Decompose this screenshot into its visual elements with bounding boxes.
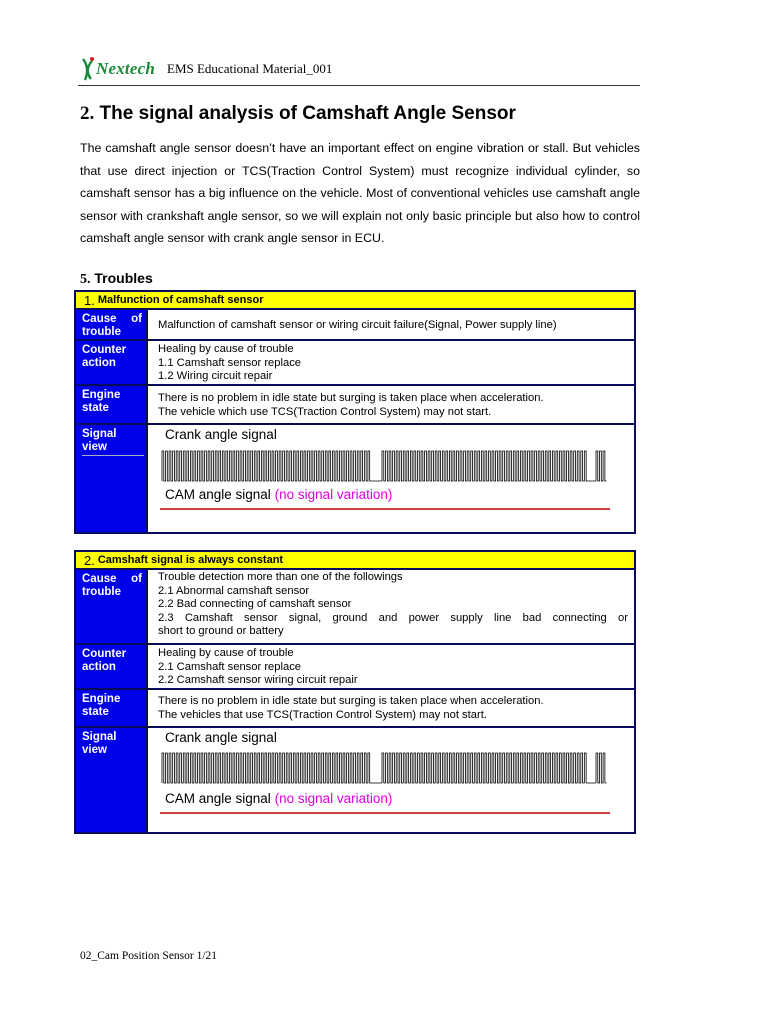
cause-line: 2.1 Abnormal camshaft sensor: [158, 584, 310, 597]
cause-value: [148, 570, 634, 643]
trouble-title: Camshaft signal is always constant: [97, 554, 284, 566]
engine-value: [148, 386, 634, 423]
cause-line: short to ground or battery: [158, 625, 284, 638]
subsection-title: Troubles: [94, 270, 153, 286]
counter-line: Healing by cause of trouble: [158, 647, 294, 659]
section-number: 2.: [80, 103, 95, 124]
engine-line: There is no problem in idle state but surging is taken place when acceleration.: [158, 695, 544, 708]
logo-text: Nextech: [96, 59, 155, 78]
trouble-table-1: [74, 290, 636, 534]
signal-label-text: Signal view: [82, 428, 144, 456]
intro-paragraph: The camshaft angle sensor doesn’t have an important effect on engine vibration or stall. But vehicles that use direct injection or TCS(Traction Control System) must recognize individual cylinder, so camshaft sensor has a big influence on the vehicle. Most of conventional vehicles use camshaft angle sensor with crankshaft angle sensor, so we will explain not only basic principle but also how to control camshaft angle sensor with crank angle sensor in ECU.: [80, 141, 640, 245]
signal-label: Signal view: [76, 728, 148, 832]
counter-value: [148, 645, 634, 688]
crank-pulse-train: [162, 753, 607, 783]
counter-line: 2.1 Camshaft sensor replace: [158, 660, 302, 673]
cause-line: Trouble detection more than one of the followings: [158, 571, 403, 583]
signal-waveform: [148, 425, 634, 530]
crank-pulse-train: [162, 451, 607, 481]
signal-waveform: [148, 728, 634, 830]
subsection-number: 5.: [80, 272, 91, 287]
cause-line: 2.2 Bad connecting of camshaft sensor: [158, 598, 352, 611]
header-title: EMS Educational Material_001: [167, 61, 333, 76]
trouble-table-2: [74, 550, 636, 834]
engine-line: There is no problem in idle state but surging is taken place when acceleration.: [158, 391, 544, 404]
cam-signal-text: CAM angle signal: [165, 487, 271, 502]
engine-label: Engine state: [76, 690, 148, 726]
trouble-number: 2.: [84, 552, 95, 568]
counter-line: 1.2 Wiring circuit repair: [158, 370, 273, 383]
cause-line: 2.3 Camshaft sensor signal, ground and power supply line bad connecting or: [158, 611, 628, 624]
counter-line: Healing by cause of trouble: [158, 343, 294, 355]
section-title: The signal analysis of Camshaft Angle Sensor: [99, 103, 516, 124]
page-footer: 02_Cam Position Sensor 1/21: [80, 950, 218, 962]
header-rule: [78, 85, 640, 86]
engine-line: The vehicles that use TCS(Traction Control System) may not start.: [158, 709, 487, 721]
counter-line: 2.2 Camshaft sensor wiring circuit repair: [158, 674, 358, 687]
cause-value: Malfunction of camshaft sensor or wiring circuit failure(Signal, Power supply line): [158, 318, 557, 331]
counter-label: Counter action: [76, 341, 148, 384]
trouble-title: Malfunction of camshaft sensor: [97, 294, 264, 306]
signal-label: [76, 425, 148, 532]
signal-row: [76, 728, 634, 832]
engine-label: Engine state: [76, 386, 148, 423]
cam-signal-label: [165, 488, 392, 502]
section-heading: [80, 103, 516, 125]
counter-row: [76, 645, 634, 690]
subsection-heading: [80, 270, 153, 288]
cause-label: Cause of trouble: [76, 570, 148, 643]
counter-value: [148, 341, 634, 384]
cause-row: [76, 570, 634, 645]
counter-label: Counter action: [76, 645, 148, 688]
engine-value: [148, 690, 634, 726]
logo-mark-icon: [80, 56, 96, 82]
signal-view: [148, 728, 634, 832]
engine-line: The vehicle which use TCS(Traction Control System) may not start.: [158, 405, 492, 418]
trouble-number: 1.: [84, 292, 95, 308]
counter-row: [76, 341, 634, 386]
counter-line: 1.1 Camshaft sensor replace: [158, 356, 302, 369]
crank-signal-label: Crank angle signal: [165, 730, 277, 745]
cam-signal-note: (no signal variation): [274, 487, 393, 502]
engine-row: [76, 386, 634, 425]
crank-signal-label: Crank angle signal: [165, 427, 277, 442]
signal-row: [76, 425, 634, 532]
nextech-logo: [80, 56, 155, 82]
signal-view: [148, 425, 634, 532]
page-header: [80, 54, 332, 84]
cause-row: [76, 310, 634, 341]
engine-row: [76, 690, 634, 728]
cam-signal-label: [165, 792, 392, 806]
cam-signal-text: CAM angle signal: [165, 791, 271, 806]
trouble-title-bar: [76, 552, 634, 570]
trouble-title-bar: [76, 292, 634, 310]
cam-signal-note: (no signal variation): [274, 791, 393, 806]
cause-label: Cause of trouble: [76, 310, 148, 339]
